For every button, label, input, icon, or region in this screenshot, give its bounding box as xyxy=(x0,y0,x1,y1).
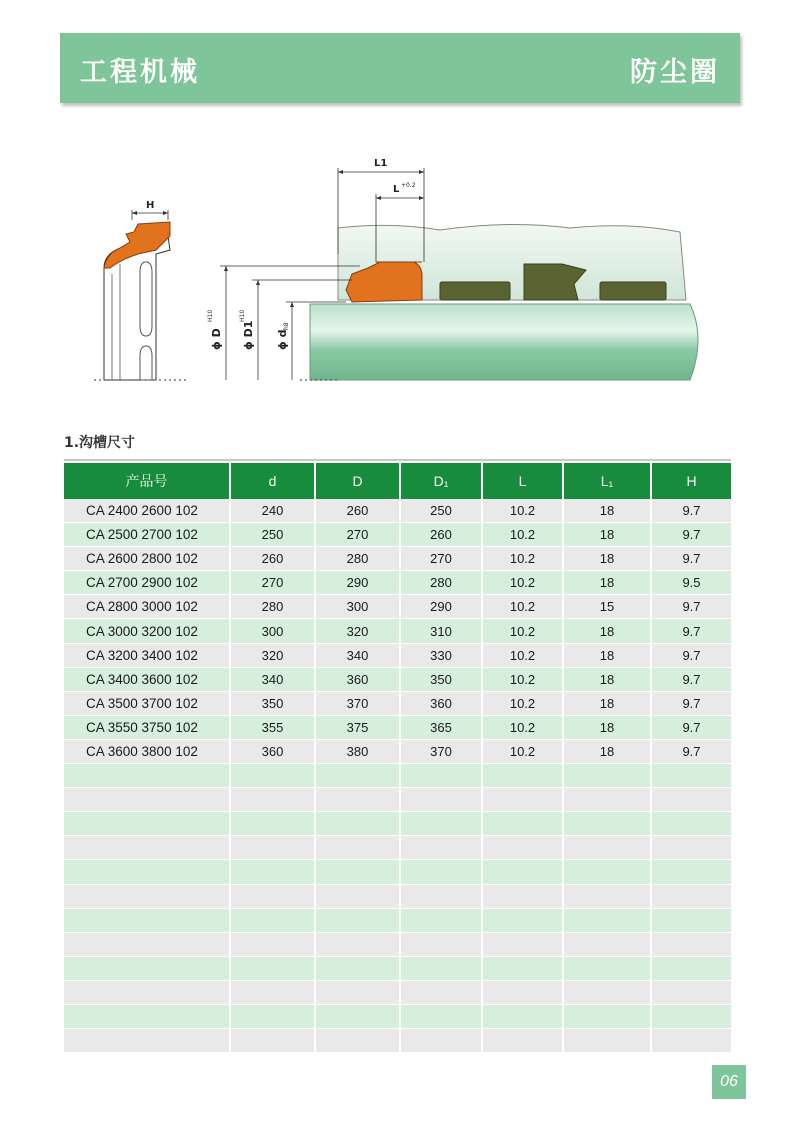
cell-L1: 18 xyxy=(563,571,651,595)
cell-product-code xyxy=(64,836,230,860)
cell-D xyxy=(315,860,400,884)
cell-d: 240 xyxy=(230,499,315,523)
cell-L: 10.2 xyxy=(482,619,563,643)
cell-L: 10.2 xyxy=(482,643,563,667)
cell-D xyxy=(315,932,400,956)
cell-D1: 280 xyxy=(400,571,482,595)
cell-product-code xyxy=(64,908,230,932)
cell-D1 xyxy=(400,1029,482,1053)
table-row xyxy=(64,691,731,715)
cell-D xyxy=(315,980,400,1004)
cell-d: 250 xyxy=(230,523,315,547)
cell-L1: 18 xyxy=(563,715,651,739)
cell-D xyxy=(315,908,400,932)
cell-D: 375 xyxy=(315,715,400,739)
cell-L1: 18 xyxy=(563,691,651,715)
cell-D1: 310 xyxy=(400,619,482,643)
cell-d xyxy=(230,860,315,884)
seal-installation-diagram xyxy=(90,150,730,390)
guide-ring-2 xyxy=(600,282,666,300)
cell-D1 xyxy=(400,812,482,836)
cell-H xyxy=(651,980,731,1004)
cell-product-code: CA 3200 3400 102 xyxy=(64,643,230,667)
cell-H: 9.7 xyxy=(651,499,731,523)
cell-H xyxy=(651,764,731,788)
cell-D xyxy=(315,836,400,860)
cell-d xyxy=(230,836,315,860)
cell-D: 370 xyxy=(315,691,400,715)
table-row xyxy=(64,1004,731,1028)
cell-D: 380 xyxy=(315,739,400,763)
cell-d: 270 xyxy=(230,571,315,595)
dim-label-d-outer: ϕ D xyxy=(210,328,223,350)
table-row xyxy=(64,908,731,932)
column-header-L: L xyxy=(482,463,563,499)
cell-H xyxy=(651,860,731,884)
cell-d: 355 xyxy=(230,715,315,739)
cell-D1: 290 xyxy=(400,595,482,619)
cell-product-code xyxy=(64,788,230,812)
cell-L xyxy=(482,1004,563,1028)
table-header-row xyxy=(64,463,731,499)
column-header-d: d xyxy=(230,463,315,499)
table-row xyxy=(64,739,731,763)
cell-L1: 18 xyxy=(563,499,651,523)
cell-L xyxy=(482,788,563,812)
cell-H: 9.7 xyxy=(651,667,731,691)
cell-product-code xyxy=(64,1029,230,1053)
cell-D1: 330 xyxy=(400,643,482,667)
groove-dimensions-table xyxy=(64,463,731,1053)
cell-d: 360 xyxy=(230,739,315,763)
cell-L1: 18 xyxy=(563,619,651,643)
cell-d xyxy=(230,884,315,908)
cell-d: 300 xyxy=(230,619,315,643)
cell-product-code: CA 2600 2800 102 xyxy=(64,547,230,571)
cell-D xyxy=(315,956,400,980)
table-row xyxy=(64,860,731,884)
table-row xyxy=(64,956,731,980)
cell-D: 340 xyxy=(315,643,400,667)
cell-L xyxy=(482,1029,563,1053)
cell-d xyxy=(230,932,315,956)
cell-product-code xyxy=(64,980,230,1004)
dim-label-d-outer-tolerance: H10 xyxy=(207,309,214,322)
cell-D1 xyxy=(400,908,482,932)
cell-L xyxy=(482,884,563,908)
cell-product-code: CA 2400 2600 102 xyxy=(64,499,230,523)
cell-d xyxy=(230,764,315,788)
cell-D xyxy=(315,812,400,836)
table-body xyxy=(64,499,731,1053)
cell-L1 xyxy=(563,980,651,1004)
cell-L xyxy=(482,860,563,884)
cell-L1 xyxy=(563,788,651,812)
cell-product-code xyxy=(64,1004,230,1028)
cell-d: 320 xyxy=(230,643,315,667)
table-row xyxy=(64,499,731,523)
table-row xyxy=(64,980,731,1004)
section-title: 1.沟槽尺寸 xyxy=(64,435,136,451)
cell-product-code: CA 3500 3700 102 xyxy=(64,691,230,715)
column-header-L1: L₁ xyxy=(563,463,651,499)
cell-product-code: CA 3600 3800 102 xyxy=(64,739,230,763)
cell-L xyxy=(482,956,563,980)
groove-assembly-drawing xyxy=(207,158,698,380)
cell-L: 10.2 xyxy=(482,739,563,763)
cell-product-code: CA 3550 3750 102 xyxy=(64,715,230,739)
cell-D xyxy=(315,764,400,788)
cell-D: 280 xyxy=(315,547,400,571)
cell-L: 10.2 xyxy=(482,691,563,715)
cell-H: 9.5 xyxy=(651,571,731,595)
dim-label-l1: L1 xyxy=(374,158,388,169)
table-row xyxy=(64,547,731,571)
cell-product-code: CA 2800 3000 102 xyxy=(64,595,230,619)
dim-label-l-tolerance: +0.2 xyxy=(401,182,416,189)
cell-product-code: CA 3000 3200 102 xyxy=(64,619,230,643)
table-row xyxy=(64,1029,731,1053)
cell-D: 270 xyxy=(315,523,400,547)
cell-L1: 18 xyxy=(563,739,651,763)
table-row xyxy=(64,523,731,547)
dim-label-l: L xyxy=(393,184,400,195)
cell-D1: 350 xyxy=(400,667,482,691)
cell-D: 260 xyxy=(315,499,400,523)
dim-label-d1: ϕ D1 xyxy=(242,320,255,350)
table-row xyxy=(64,788,731,812)
cell-D: 360 xyxy=(315,667,400,691)
column-header-D1: D₁ xyxy=(400,463,482,499)
dim-label-d-shaft-tolerance: h8 xyxy=(283,322,290,330)
cell-L1: 18 xyxy=(563,667,651,691)
cell-d xyxy=(230,980,315,1004)
cell-L1 xyxy=(563,1029,651,1053)
table-row xyxy=(64,571,731,595)
cell-L xyxy=(482,836,563,860)
dim-label-h: H xyxy=(146,200,155,211)
cell-d: 260 xyxy=(230,547,315,571)
seal-profile-drawing xyxy=(94,200,186,380)
cell-D1 xyxy=(400,836,482,860)
cell-D1 xyxy=(400,1004,482,1028)
page-number: 06 xyxy=(712,1065,746,1099)
cell-L: 10.2 xyxy=(482,667,563,691)
cell-d xyxy=(230,812,315,836)
cell-D1 xyxy=(400,884,482,908)
table-row xyxy=(64,836,731,860)
cell-D: 300 xyxy=(315,595,400,619)
cell-L1 xyxy=(563,932,651,956)
cell-H xyxy=(651,836,731,860)
cell-D1: 360 xyxy=(400,691,482,715)
cell-L xyxy=(482,908,563,932)
cell-H: 9.7 xyxy=(651,691,731,715)
cell-D: 290 xyxy=(315,571,400,595)
cell-L1 xyxy=(563,836,651,860)
cell-L1 xyxy=(563,884,651,908)
cell-product-code xyxy=(64,884,230,908)
cell-D1 xyxy=(400,788,482,812)
cell-H: 9.7 xyxy=(651,643,731,667)
cell-H xyxy=(651,884,731,908)
cell-H xyxy=(651,908,731,932)
cell-H: 9.7 xyxy=(651,715,731,739)
cell-L: 10.2 xyxy=(482,571,563,595)
cell-H: 9.7 xyxy=(651,739,731,763)
cell-D xyxy=(315,1004,400,1028)
cell-H xyxy=(651,812,731,836)
cell-D1: 365 xyxy=(400,715,482,739)
cell-D1: 270 xyxy=(400,547,482,571)
cell-product-code: CA 2700 2900 102 xyxy=(64,571,230,595)
cell-d xyxy=(230,956,315,980)
cell-D xyxy=(315,1029,400,1053)
table-row xyxy=(64,812,731,836)
cell-H: 9.7 xyxy=(651,547,731,571)
cell-D1 xyxy=(400,764,482,788)
cell-L: 10.2 xyxy=(482,715,563,739)
cell-L1 xyxy=(563,860,651,884)
table-row xyxy=(64,932,731,956)
table-row xyxy=(64,643,731,667)
cell-L1: 18 xyxy=(563,523,651,547)
cell-product-code xyxy=(64,812,230,836)
cell-product-code xyxy=(64,764,230,788)
cell-D1: 260 xyxy=(400,523,482,547)
cell-D1 xyxy=(400,980,482,1004)
cell-L1: 15 xyxy=(563,595,651,619)
cell-d: 280 xyxy=(230,595,315,619)
cell-H xyxy=(651,1029,731,1053)
cell-d: 350 xyxy=(230,691,315,715)
table-row xyxy=(64,715,731,739)
dim-label-d-shaft: ϕ d xyxy=(276,329,289,350)
table-row xyxy=(64,884,731,908)
cell-product-code: CA 3400 3600 102 xyxy=(64,667,230,691)
cell-L1 xyxy=(563,908,651,932)
cell-d xyxy=(230,1029,315,1053)
cell-product-code: CA 2500 2700 102 xyxy=(64,523,230,547)
cell-H: 9.7 xyxy=(651,619,731,643)
guide-ring-1 xyxy=(440,282,510,300)
cell-D xyxy=(315,788,400,812)
cell-d xyxy=(230,788,315,812)
cell-L1 xyxy=(563,1004,651,1028)
table-row xyxy=(64,764,731,788)
cell-H xyxy=(651,1004,731,1028)
header-product-title: 防尘圈 xyxy=(630,57,720,88)
cell-d xyxy=(230,908,315,932)
cell-L: 10.2 xyxy=(482,547,563,571)
cell-product-code xyxy=(64,860,230,884)
cell-H: 9.7 xyxy=(651,523,731,547)
cell-D1 xyxy=(400,956,482,980)
cell-D1: 250 xyxy=(400,499,482,523)
cell-L1 xyxy=(563,812,651,836)
cell-L xyxy=(482,980,563,1004)
cell-L: 10.2 xyxy=(482,595,563,619)
header-category-title: 工程机械 xyxy=(80,57,200,88)
cell-H xyxy=(651,956,731,980)
section-divider xyxy=(64,459,731,461)
cell-L1: 18 xyxy=(563,547,651,571)
cell-L1: 18 xyxy=(563,643,651,667)
column-header-D: D xyxy=(315,463,400,499)
cell-D xyxy=(315,884,400,908)
column-header-H: H xyxy=(651,463,731,499)
cell-D1 xyxy=(400,860,482,884)
cell-D: 320 xyxy=(315,619,400,643)
cell-product-code xyxy=(64,932,230,956)
cell-L xyxy=(482,764,563,788)
cell-H: 9.7 xyxy=(651,595,731,619)
cell-L xyxy=(482,932,563,956)
cell-L: 10.2 xyxy=(482,499,563,523)
dim-label-d1-tolerance: H10 xyxy=(239,309,246,322)
cell-product-code xyxy=(64,956,230,980)
cell-L1 xyxy=(563,764,651,788)
table-row xyxy=(64,619,731,643)
cell-L1 xyxy=(563,956,651,980)
page-header xyxy=(60,33,740,103)
column-header-product-code: 产品号 xyxy=(64,463,230,499)
table-row xyxy=(64,595,731,619)
cell-H xyxy=(651,788,731,812)
cell-D1 xyxy=(400,932,482,956)
cell-L xyxy=(482,812,563,836)
cell-H xyxy=(651,932,731,956)
cell-D1: 370 xyxy=(400,739,482,763)
cell-d xyxy=(230,1004,315,1028)
cell-d: 340 xyxy=(230,667,315,691)
table-row xyxy=(64,667,731,691)
cell-L: 10.2 xyxy=(482,523,563,547)
